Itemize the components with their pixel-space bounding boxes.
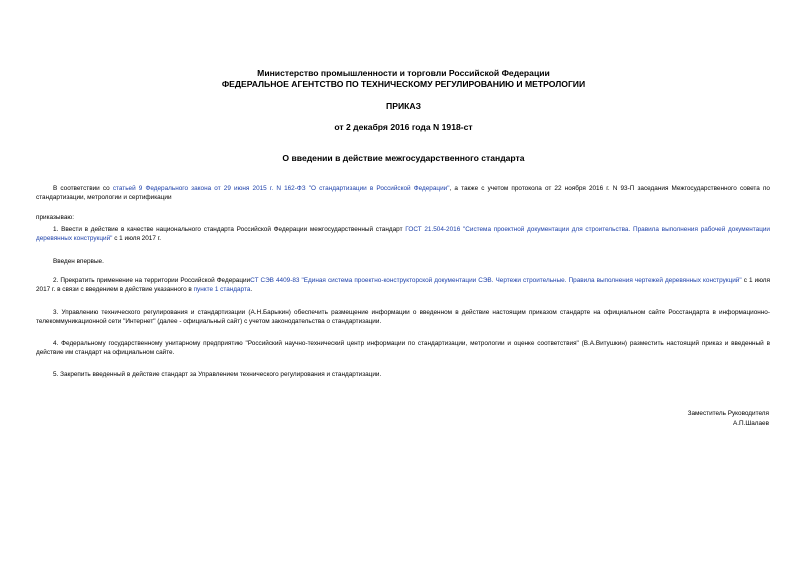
st-sev-4409-link[interactable]: СТ СЭВ 4409-83 "Единая система проектно-конструкторской документации СЭВ. Чертежи строительные. Правила выполнения чертежей деревянных конструкций" (250, 277, 742, 284)
signature-name: А.П.Шалаев (732, 420, 769, 427)
document-type: ПРИКАЗ (386, 101, 421, 111)
ministry-title: Министерство промышленности и торговли Российской Федерации (257, 68, 550, 78)
item-5-paragraph: 5. Закрепить введенный в действие стандарт за Управлением технического регулирования и стандартизации. (53, 371, 382, 378)
agency-title: ФЕДЕРАЛЬНОЕ АГЕНТСТВО ПО ТЕХНИЧЕСКОМУ РЕГУЛИРОВАНИЮ И МЕТРОЛОГИИ (221, 79, 586, 89)
first-introduced-note: Введен впервые. (53, 258, 104, 265)
item-2-end: . (250, 286, 253, 293)
date-number: от 2 декабря 2016 года N 1918-ст (334, 122, 473, 132)
law-link[interactable]: статьей 9 Федерального закона от 29 июня 2015 г. N 162-ФЗ "О стандартизации в Российской Федерации" (112, 185, 450, 192)
preamble-text: В соответствии со (53, 185, 113, 192)
item-3-paragraph: 3. Управлению технического регулирования и стандартизации (А.Н.Барыкин) обеспечить размещение информации о введенном в действие настоящим приказом стандарте на официальном сайте Росстандарта в информационно-телекоммуникационной сети "Интернет" (далее - официальный сайт) с учетом законодательства о стандартизации. (36, 309, 770, 325)
item-1-paragraph (36, 225, 770, 243)
item-1-text: 1. Ввести в действие в качестве национального стандарта Российской Федерации межгосударственный стандарт (53, 226, 406, 233)
item-1-reference-link[interactable]: пункте 1 стандарта (193, 286, 251, 293)
signature-position: Заместитель Руководителя (687, 410, 769, 417)
preamble-text-cont: , а также с учетом протокола от 22 ноября 2016 г. N 93-П заседания Межгосударственного совета по стандартизации, метрологии и сертификации (36, 185, 770, 201)
preamble-paragraph (36, 184, 770, 202)
item-4-paragraph: 4. Федеральному государственному унитарному предприятию "Российский научно-технический центр информации по стандартизации, метрологии и оценке соответствия" (В.А.Витушкин) разместить настоящий приказ и введенный в действие им стандарт на официальном сайте. (36, 340, 770, 356)
document-subject: О введении в действие межгосударственного стандарта (282, 153, 525, 163)
item-2-text-cont: с 1 июля 2017 г. в связи с введением в действие указанного в (36, 277, 770, 293)
order-word: приказываю: (36, 214, 74, 221)
item-2-paragraph (36, 276, 770, 294)
item-2-text: 2. Прекратить применение на территории Российской Федерации (53, 277, 251, 284)
item-1-date: с 1 июля 2017 г. (112, 235, 162, 242)
gost-21-504-link[interactable]: ГОСТ 21.504-2016 "Система проектной документации для строительства. Правила выполнения рабочей документации деревянных конструкций" (36, 226, 770, 242)
